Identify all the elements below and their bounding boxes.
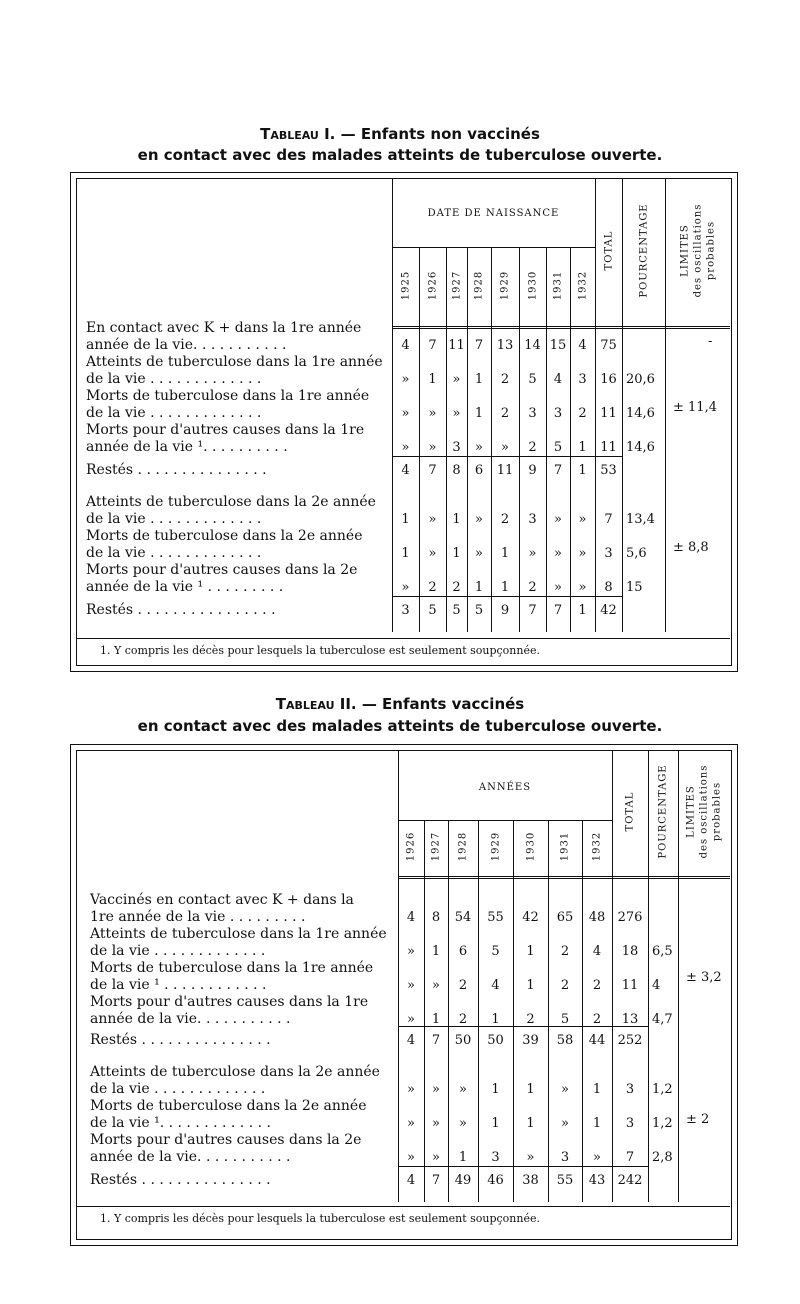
data-cell: » xyxy=(528,546,537,561)
data-cell: » xyxy=(432,1150,440,1165)
data-cell: 48 xyxy=(588,910,606,925)
subtotal-rule xyxy=(392,596,622,597)
data-cell: » xyxy=(401,372,410,387)
data-cell: 1 xyxy=(474,406,484,421)
group-header-rule xyxy=(392,247,595,248)
limits-value: ± 2 xyxy=(686,1112,710,1127)
row-label-line1: Morts pour d'autres causes dans la 1re xyxy=(90,994,369,1010)
total-header: TOTAL xyxy=(624,791,636,832)
restes-cell: 7 xyxy=(553,463,563,478)
data-cell: 1 xyxy=(578,440,587,455)
restes-label: Restés . . . . . . . . . . . . . . . xyxy=(90,1032,271,1048)
row-label-line2: de la vie ¹. . . . . . . . . . . . . xyxy=(90,1115,271,1131)
restes-total: 53 xyxy=(600,463,617,478)
percentage-cell: 14,6 xyxy=(626,406,655,421)
data-cell: 65 xyxy=(556,910,574,925)
row-label-line2: année de la vie. . . . . . . . . . . xyxy=(86,337,287,353)
data-cell: 2 xyxy=(578,406,587,421)
data-cell: 3 xyxy=(452,440,461,455)
restes-label: Restés . . . . . . . . . . . . . . . . xyxy=(86,602,276,618)
restes-cell: 7 xyxy=(428,463,437,478)
row-label-line1: Morts pour d'autres causes dans la 2e xyxy=(86,562,358,578)
table1-title xyxy=(0,124,800,144)
data-cell: 4 xyxy=(553,372,563,387)
restes-cell: 55 xyxy=(556,1173,574,1188)
year-header: 1929 xyxy=(499,270,511,300)
row-label-line1: Atteints de tuberculose dans la 2e année xyxy=(90,1064,380,1080)
total-cell: 13 xyxy=(621,1012,639,1027)
data-cell: » xyxy=(407,1116,415,1131)
row-label-line1: Atteints de tuberculose dans la 1re année xyxy=(90,926,387,942)
restes-cell: 43 xyxy=(588,1173,606,1188)
data-cell: 1 xyxy=(526,978,535,993)
data-cell: 2 xyxy=(458,1012,468,1027)
col-divider xyxy=(665,178,666,632)
year-header: 1925 xyxy=(400,270,411,300)
percentage-cell: 1,2 xyxy=(652,1116,673,1131)
restes-cell: 4 xyxy=(401,463,410,478)
data-cell: 1 xyxy=(474,372,484,387)
limits-header-3: probables xyxy=(711,781,723,842)
data-cell: » xyxy=(561,1116,569,1131)
year-header: 1930 xyxy=(525,831,536,862)
data-cell: 1 xyxy=(592,1116,602,1131)
restes-cell: 9 xyxy=(528,463,537,478)
restes-cell: 4 xyxy=(406,1033,416,1048)
percentage-cell: 5,6 xyxy=(626,546,647,561)
data-cell: 7 xyxy=(474,338,484,353)
percentage-cell: 6,5 xyxy=(652,944,673,959)
data-cell: 2 xyxy=(526,1012,535,1027)
data-cell: » xyxy=(554,512,562,527)
data-cell: 3 xyxy=(560,1150,570,1165)
data-cell: 54 xyxy=(454,910,472,925)
data-cell: 1 xyxy=(431,1012,441,1027)
data-cell: » xyxy=(407,1012,415,1027)
row-label-line1: En contact avec K + dans la 1re année xyxy=(86,320,362,336)
row-label-line2: 1re année de la vie . . . . . . . . . xyxy=(90,909,306,925)
data-cell: 3 xyxy=(578,372,587,387)
limits-header-3: probables xyxy=(705,220,716,281)
col-divider xyxy=(622,178,623,632)
data-cell: 2 xyxy=(560,944,570,959)
limits-value: - xyxy=(708,334,713,349)
year-header: 1931 xyxy=(559,831,571,862)
data-cell: 55 xyxy=(487,910,504,925)
restes-cell: 50 xyxy=(487,1033,504,1048)
restes-cell: 7 xyxy=(553,603,563,618)
data-cell: » xyxy=(526,1150,535,1165)
data-cell: » xyxy=(452,406,461,421)
data-cell: » xyxy=(428,546,437,561)
data-cell: 4 xyxy=(592,944,602,959)
data-cell: 3 xyxy=(491,1150,500,1165)
data-cell: 1 xyxy=(401,512,410,527)
data-cell: 2 xyxy=(560,978,570,993)
row-label-line2: de la vie ¹ . . . . . . . . . . . . xyxy=(90,977,267,993)
data-cell: 6 xyxy=(458,944,468,959)
data-cell: 1 xyxy=(452,512,461,527)
total-cell: 7 xyxy=(625,1150,635,1165)
data-cell: » xyxy=(578,512,587,527)
group-header-rule xyxy=(398,820,612,821)
data-cell: 1 xyxy=(458,1150,468,1165)
restes-cell: 38 xyxy=(522,1173,539,1188)
data-cell: » xyxy=(475,512,483,527)
restes-cell: 11 xyxy=(496,463,514,478)
data-cell: 3 xyxy=(528,512,537,527)
col-divider xyxy=(398,750,399,1202)
restes-cell: 6 xyxy=(474,463,484,478)
data-cell: » xyxy=(578,580,587,595)
data-cell: 5 xyxy=(491,944,500,959)
data-cell: » xyxy=(428,406,437,421)
total-header: TOTAL xyxy=(603,230,614,271)
data-cell: 1 xyxy=(491,1012,500,1027)
data-cell: 4 xyxy=(401,338,410,353)
year-header: 1932 xyxy=(577,270,588,300)
data-cell: 4 xyxy=(406,910,416,925)
data-cell: » xyxy=(578,546,587,561)
limits-header-2: des oscillations xyxy=(698,764,710,859)
data-cell: 5 xyxy=(560,1012,570,1027)
data-cell: » xyxy=(554,580,562,595)
subtotal-rule xyxy=(392,456,622,457)
footnote: 1. Y compris les décès pour lesquels la tuberculose est seulement soupçonnée. xyxy=(100,644,540,657)
data-cell: » xyxy=(432,978,440,993)
total-cell: 75 xyxy=(600,338,617,353)
row-label-line1: Atteints de tuberculose dans la 2e année xyxy=(86,494,376,510)
group-header: ANNÉES xyxy=(478,782,532,793)
restes-cell: 9 xyxy=(500,603,510,618)
table1-title-prefix: Tableau I. xyxy=(260,125,336,143)
data-cell: 14 xyxy=(524,338,541,353)
year-header: 1932 xyxy=(591,831,603,862)
row-label-line2: de la vie . . . . . . . . . . . . . xyxy=(90,1081,266,1097)
data-cell: 2 xyxy=(428,580,437,595)
data-cell: » xyxy=(407,978,415,993)
data-cell: » xyxy=(407,1082,415,1097)
data-cell: 2 xyxy=(592,1012,602,1027)
restes-cell: 58 xyxy=(556,1033,574,1048)
data-cell: 2 xyxy=(458,978,468,993)
data-cell: 1 xyxy=(401,546,410,561)
restes-cell: 5 xyxy=(428,603,437,618)
restes-label: Restés . . . . . . . . . . . . . . . xyxy=(86,462,267,478)
total-cell: 11 xyxy=(621,978,639,993)
data-cell: 1 xyxy=(500,580,510,595)
footnote-rule xyxy=(76,638,730,639)
data-cell: 5 xyxy=(553,440,563,455)
data-cell: » xyxy=(432,1116,440,1131)
data-cell: 3 xyxy=(553,406,563,421)
percentage-header: POURCENTAGE xyxy=(657,764,669,859)
total-cell: 16 xyxy=(600,372,617,387)
row-label-line2: de la vie . . . . . . . . . . . . . xyxy=(90,943,266,959)
table2-title xyxy=(0,694,800,714)
year-header: 1930 xyxy=(527,270,538,300)
limits-value: ± 11,4 xyxy=(673,400,717,415)
data-cell: 2 xyxy=(528,440,537,455)
data-cell: » xyxy=(401,406,410,421)
subtotal-rule xyxy=(398,1026,648,1027)
restes-cell: 46 xyxy=(487,1173,504,1188)
year-header: 1928 xyxy=(457,831,469,862)
percentage-cell: 14,6 xyxy=(626,440,655,455)
total-cell: 3 xyxy=(604,546,613,561)
data-cell: 1 xyxy=(491,1082,500,1097)
percentage-header: POURCENTAGE xyxy=(638,203,649,298)
year-header: 1927 xyxy=(430,831,442,862)
total-cell: 3 xyxy=(625,1116,635,1131)
table2-title-prefix: Tableau II. xyxy=(275,695,357,713)
row-label-line1: Atteints de tuberculose dans la 1re année xyxy=(86,354,383,370)
footnote: 1. Y compris les décès pour lesquels la tuberculose est seulement soupçonnée. xyxy=(100,1212,540,1225)
total-cell: 11 xyxy=(600,440,617,455)
year-header: 1927 xyxy=(451,270,462,300)
table2-subtitle: en contact avec des malades atteints de tuberculose ouverte. xyxy=(137,717,663,735)
table1-subtitle: en contact avec des malades atteints de tuberculose ouverte. xyxy=(137,146,663,164)
data-cell: 2 xyxy=(592,978,602,993)
data-cell: 5 xyxy=(528,372,537,387)
restes-cell: 50 xyxy=(454,1033,472,1048)
data-cell: 2 xyxy=(452,580,461,595)
percentage-cell: 2,8 xyxy=(652,1150,673,1165)
group-header: DATE DE NAISSANCE xyxy=(427,208,560,219)
year-header: 1929 xyxy=(490,831,501,862)
col-divider xyxy=(612,750,613,1202)
data-cell: 15 xyxy=(549,338,567,353)
data-cell: 7 xyxy=(428,338,437,353)
data-cell: 4 xyxy=(578,338,587,353)
restes-cell: 1 xyxy=(578,463,587,478)
data-cell: » xyxy=(501,440,509,455)
row-label-line1: Morts de tuberculose dans la 1re année xyxy=(90,960,374,976)
restes-cell: 8 xyxy=(452,463,461,478)
data-cell: 1 xyxy=(526,1116,535,1131)
year-header: 1926 xyxy=(405,831,417,862)
data-cell: » xyxy=(428,512,437,527)
data-cell: 11 xyxy=(448,338,465,353)
data-cell: » xyxy=(401,440,410,455)
row-label-line2: année de la vie. . . . . . . . . . . xyxy=(90,1011,291,1027)
data-cell: » xyxy=(401,580,410,595)
restes-label: Restés . . . . . . . . . . . . . . . xyxy=(90,1172,271,1188)
data-cell: 1 xyxy=(491,1116,500,1131)
data-cell: 1 xyxy=(431,944,441,959)
data-cell: » xyxy=(593,1150,601,1165)
year-header: 1931 xyxy=(552,270,564,300)
data-cell: 1 xyxy=(452,546,461,561)
limits-value: ± 3,2 xyxy=(686,970,722,985)
data-cell: 1 xyxy=(526,944,535,959)
table1-title-rest: — Enfants non vaccinés xyxy=(335,125,540,143)
data-cell: 3 xyxy=(528,406,537,421)
data-cell: » xyxy=(432,1082,440,1097)
data-cell: 1 xyxy=(500,546,510,561)
data-cell: 1 xyxy=(428,372,437,387)
limits-value: ± 8,8 xyxy=(673,540,709,555)
data-cell: 1 xyxy=(526,1082,535,1097)
total-cell: 7 xyxy=(604,512,613,527)
row-label-line2: de la vie . . . . . . . . . . . . . xyxy=(86,371,262,387)
row-label-line2: de la vie . . . . . . . . . . . . . xyxy=(86,511,262,527)
col-divider xyxy=(648,750,649,1202)
data-cell: » xyxy=(475,440,483,455)
data-cell: 1 xyxy=(592,1082,602,1097)
limits-header-1: LIMITES xyxy=(679,224,690,277)
restes-cell: 5 xyxy=(474,603,484,618)
restes-cell: 1 xyxy=(578,603,587,618)
restes-total: 42 xyxy=(600,603,617,618)
total-cell: 8 xyxy=(604,580,613,595)
percentage-cell: 13,4 xyxy=(626,512,655,527)
year-header: 1926 xyxy=(427,270,438,300)
row-label-line2: de la vie . . . . . . . . . . . . . xyxy=(86,545,262,561)
header-bottom-rule xyxy=(398,876,730,879)
restes-cell: 3 xyxy=(401,603,410,618)
total-cell: 276 xyxy=(617,910,643,925)
data-cell: » xyxy=(459,1116,467,1131)
row-label-line2: année de la vie ¹. . . . . . . . . . xyxy=(86,439,288,455)
data-cell: 2 xyxy=(500,372,510,387)
row-label-line1: Vaccinés en contact avec K + dans la xyxy=(90,892,354,908)
percentage-cell: 1,2 xyxy=(652,1082,673,1097)
restes-total: 252 xyxy=(617,1033,643,1048)
data-cell: » xyxy=(407,944,415,959)
limits-header-1: LIMITES xyxy=(685,785,697,838)
year-header: 1928 xyxy=(473,270,485,300)
row-label-line2: année de la vie. . . . . . . . . . . xyxy=(90,1149,291,1165)
data-cell: 1 xyxy=(474,580,484,595)
data-cell: 2 xyxy=(500,406,510,421)
subtotal-rule xyxy=(398,1166,648,1167)
data-cell: 42 xyxy=(522,910,539,925)
row-label-line1: Morts de tuberculose dans la 1re année xyxy=(86,388,370,404)
data-cell: 4 xyxy=(491,978,500,993)
row-label-line2: année de la vie ¹ . . . . . . . . . xyxy=(86,579,284,595)
total-cell: 11 xyxy=(600,406,617,421)
row-label-line1: Morts de tuberculose dans la 2e année xyxy=(86,528,363,544)
data-cell: » xyxy=(459,1082,467,1097)
restes-cell: 39 xyxy=(522,1033,539,1048)
col-divider xyxy=(678,750,679,1202)
data-cell: » xyxy=(407,1150,415,1165)
total-cell: 3 xyxy=(625,1082,635,1097)
restes-cell: 44 xyxy=(588,1033,606,1048)
percentage-cell: 4 xyxy=(652,978,661,993)
header-bottom-rule xyxy=(392,326,730,329)
percentage-cell: 4,7 xyxy=(652,1012,673,1027)
footnote-rule xyxy=(76,1206,730,1207)
limits-header-2: des oscillations xyxy=(692,203,703,298)
restes-cell: 7 xyxy=(528,603,537,618)
percentage-cell: 15 xyxy=(626,580,643,595)
row-label-line2: de la vie . . . . . . . . . . . . . xyxy=(86,405,262,421)
data-cell: » xyxy=(452,372,461,387)
data-cell: 8 xyxy=(431,910,441,925)
data-cell: » xyxy=(428,440,437,455)
row-label-line1: Morts pour d'autres causes dans la 2e xyxy=(90,1132,362,1148)
restes-cell: 4 xyxy=(406,1173,416,1188)
data-cell: » xyxy=(561,1082,569,1097)
restes-cell: 5 xyxy=(452,603,461,618)
restes-cell: 7 xyxy=(431,1033,441,1048)
table2-title-rest: — Enfants vaccinés xyxy=(356,695,525,713)
data-cell: 2 xyxy=(528,580,537,595)
data-cell: 2 xyxy=(500,512,510,527)
data-cell: » xyxy=(475,546,483,561)
restes-total: 242 xyxy=(617,1173,643,1188)
data-cell: 13 xyxy=(496,338,514,353)
restes-cell: 49 xyxy=(454,1173,472,1188)
percentage-cell: 20,6 xyxy=(626,372,655,387)
total-cell: 18 xyxy=(621,944,639,959)
data-cell: » xyxy=(554,546,562,561)
row-label-line1: Morts pour d'autres causes dans la 1re xyxy=(86,422,365,438)
restes-cell: 7 xyxy=(431,1173,441,1188)
row-label-line1: Morts de tuberculose dans la 2e année xyxy=(90,1098,367,1114)
